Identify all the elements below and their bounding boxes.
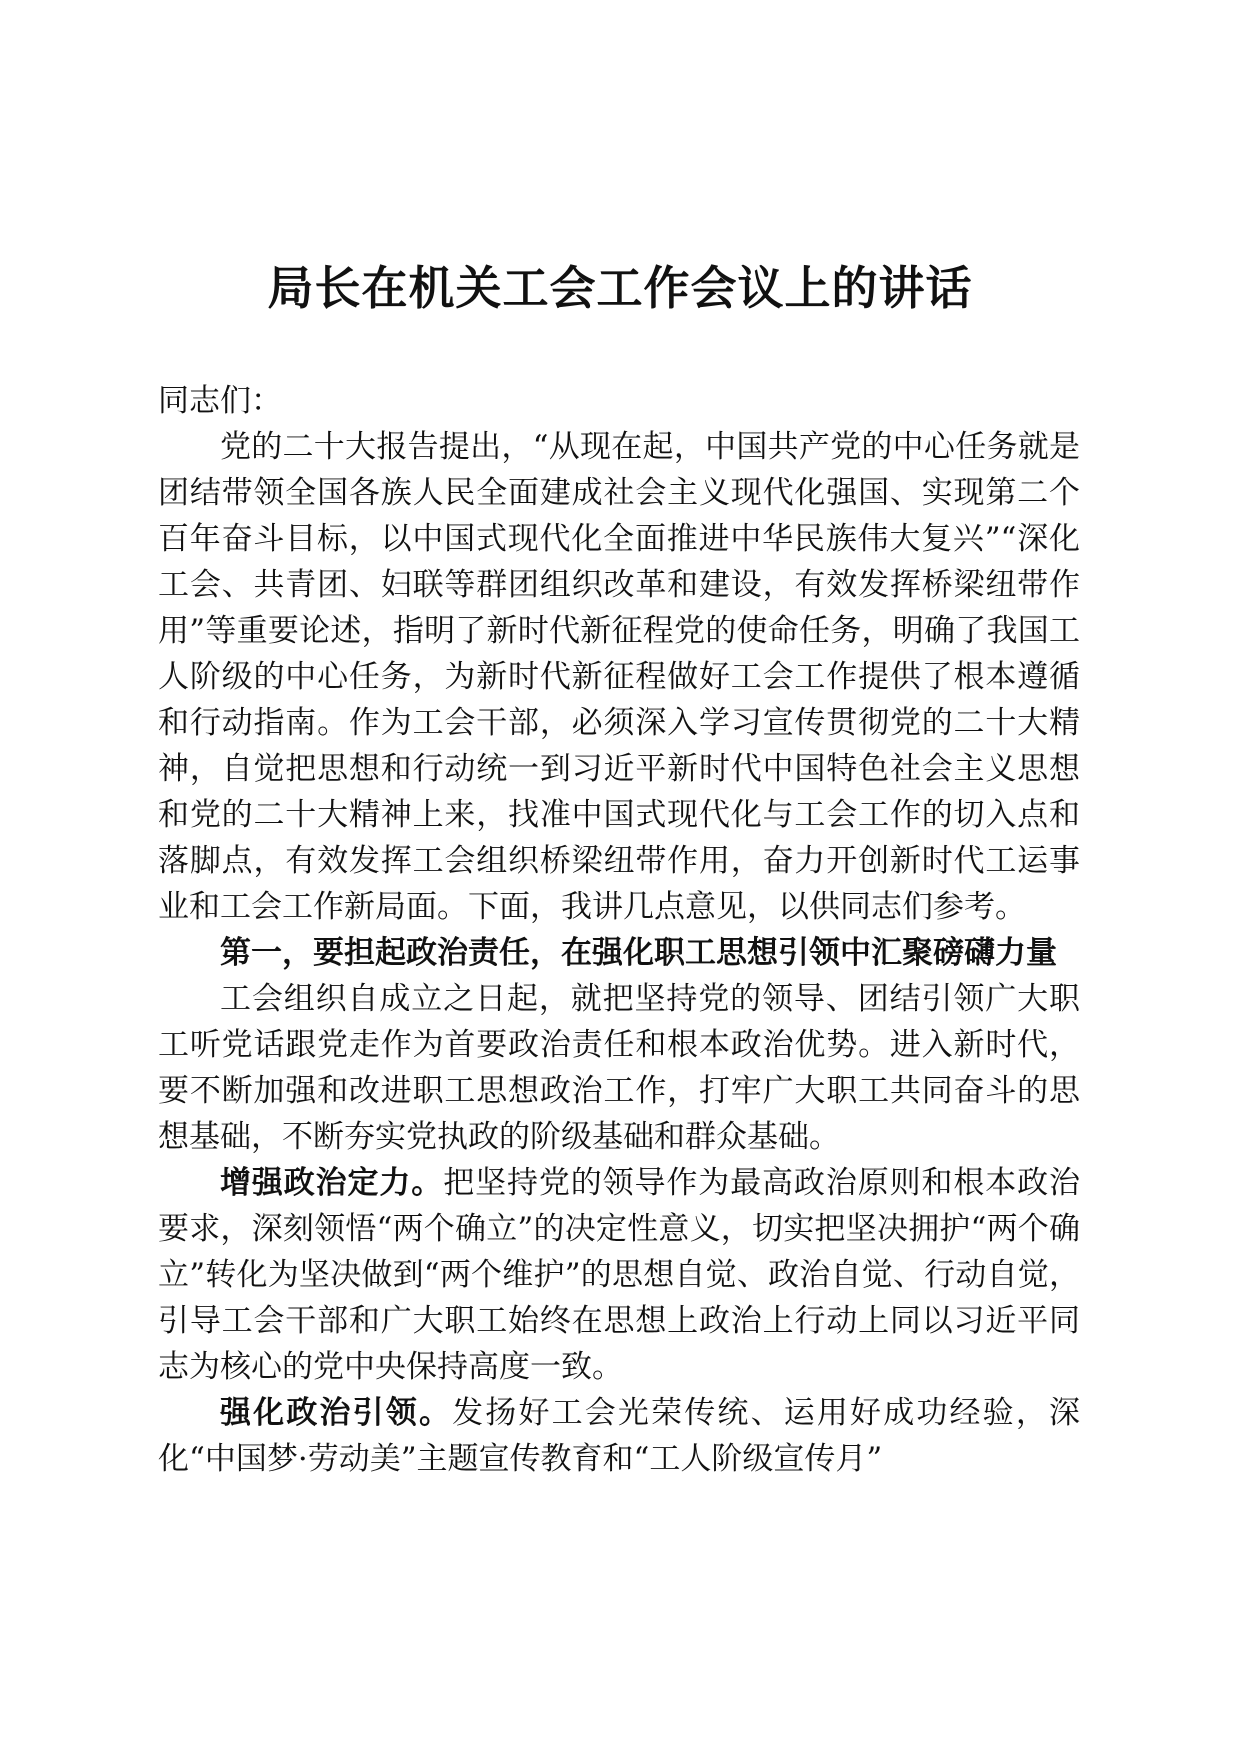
point-paragraph bbox=[158, 1160, 1080, 1390]
section-heading: 第一，要担起政治责任，在强化职工思想引领中汇聚磅礴力量 bbox=[220, 935, 1057, 971]
salutation: 同志们： bbox=[158, 383, 282, 419]
point-text: 把坚持党的领导作为最高政治原则和根本政治要求，深刻领悟“两个确立”的决定性意义，切实把坚决拥护“两个确立”转化为坚决做到“两个维护”的思想自觉、政治自觉、行动自觉，引导工会干部和广大职工始终在思想上政治上行动上同以习近平同志为核心的党中央保持高度一致。 bbox=[158, 1165, 1081, 1385]
section-paragraph: 工会组织自成立之日起，就把坚持党的领导、团结引领广大职工听党话跟党走作为首要政治责任和根本政治优势。进入新时代，要不断加强和改进职工思想政治工作，打牢广大职工共同奋斗的思想基础，不断夯实党执政的阶级基础和群众基础。 bbox=[158, 981, 1080, 1155]
point-text: 发扬好工会光荣传统、运用好成功经验，深化“中国梦·劳动美”主题宣传教育和“工人阶级宣传月” bbox=[158, 1395, 1081, 1477]
point-lead: 强化政治引领。 bbox=[220, 1395, 453, 1431]
document-title: 局长在机关工会工作会议上的讲话 bbox=[267, 261, 973, 315]
intro-paragraph: 党的二十大报告提出，“从现在起，中国共产党的中心任务就是团结带领全国各族人民全面建成社会主义现代化强国、实现第二个百年奋斗目标，以中国式现代化全面推进中华民族伟大复兴”“深化工会、共青团、妇联等群团组织改革和建设，有效发挥桥梁纽带作用”等重要论述，指明了新时代新征程党的使命任务，明确了我国工人阶级的中心任务，为新时代新征程做好工会工作提供了根本遵循和行动指南。作为工会干部，必须深入学习宣传贯彻党的二十大精神，自觉把思想和行动统一到习近平新时代中国特色社会主义思想和党的二十大精神上来，找准中国式现代化与工会工作的切入点和落脚点，有效发挥工会组织桥梁纽带作用，奋力开创新时代工运事业和工会工作新局面。下面，我讲几点意见，以供同志们参考。 bbox=[158, 429, 1080, 925]
point-lead: 增强政治定力。 bbox=[220, 1165, 444, 1201]
point-paragraph bbox=[158, 1390, 1080, 1482]
document-body bbox=[158, 378, 1080, 1482]
